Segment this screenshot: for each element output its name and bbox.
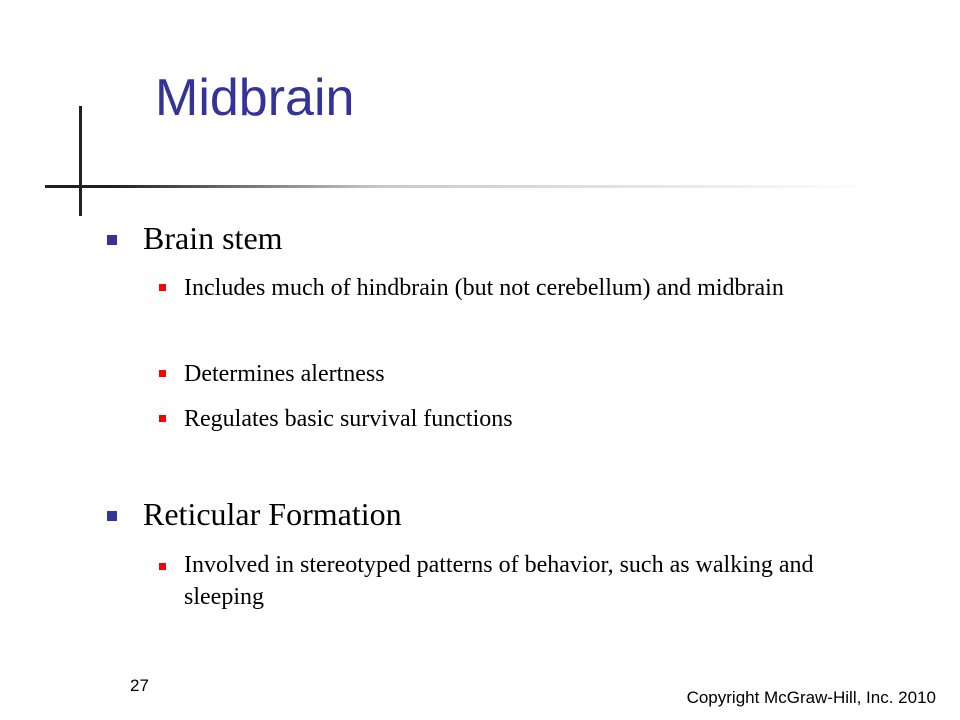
list-item-text: Determines alertness [184, 361, 385, 387]
horizontal-rule [45, 185, 875, 188]
square-bullet-icon [107, 511, 117, 521]
section-heading-text: Reticular Formation [143, 496, 402, 532]
square-bullet-icon [159, 563, 166, 570]
square-bullet-icon [159, 284, 166, 291]
square-bullet-icon [159, 370, 166, 377]
list-item-text: Involved in stereotyped patterns of behavior, such as walking and sleeping [184, 552, 814, 610]
copyright-notice: Copyright McGraw-Hill, Inc. 2010 [686, 688, 936, 707]
section-heading-text: Brain stem [143, 220, 283, 256]
slide-title: Midbrain [155, 69, 355, 127]
vertical-rule [79, 106, 82, 216]
square-bullet-icon [159, 415, 166, 422]
list-item-text: Includes much of hindbrain (but not cerebellum) and midbrain [184, 275, 784, 301]
square-bullet-icon [107, 235, 117, 245]
list-item-text: Regulates basic survival functions [184, 406, 513, 432]
page-number: 27 [130, 676, 149, 695]
